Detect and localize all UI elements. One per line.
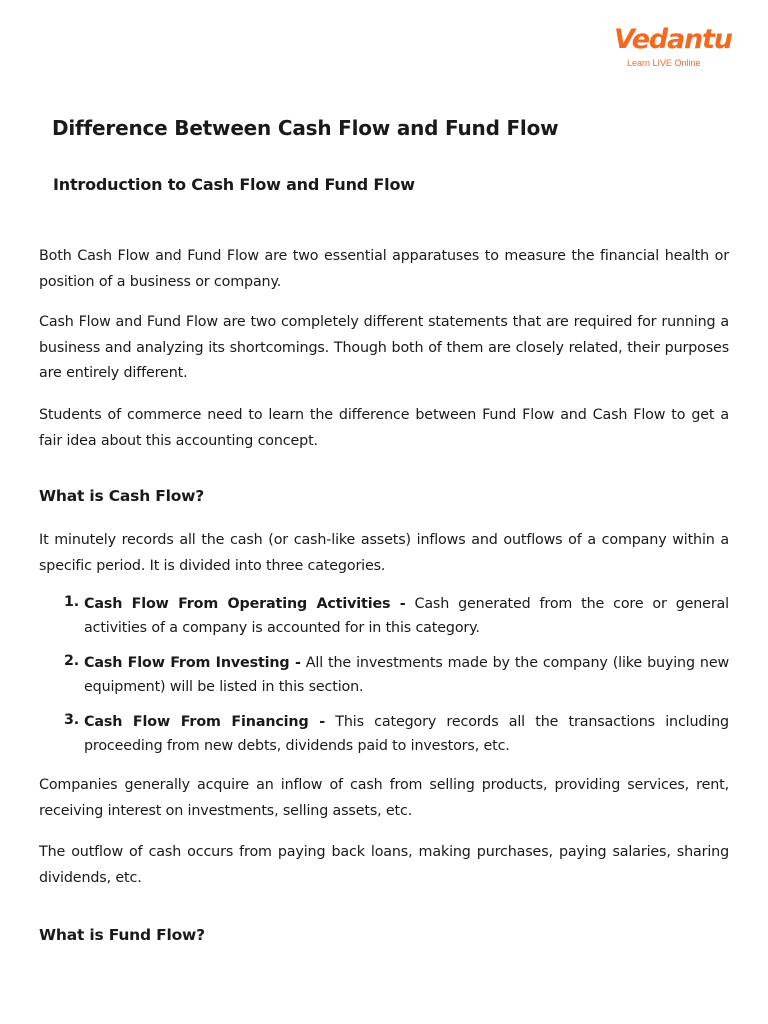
list-item (64, 710, 729, 758)
vedantu-logo (612, 18, 732, 72)
list-item-term: Cash Flow From Investing - (84, 655, 301, 671)
list-item-body (64, 651, 729, 699)
intro-paragraph-1: Both Cash Flow and Fund Flow are two essential apparatuses to measure the financial health or position of a business or company. (39, 248, 729, 290)
intro-heading: Introduction to Cash Flow and Fund Flow (53, 175, 415, 194)
intro-paragraph-2: Cash Flow and Fund Flow are two completely different statements that are required for running a business and analyzing its shortcomings. Though both of them are closely related, their purposes are entirely different. (39, 314, 729, 381)
list-item (64, 592, 729, 640)
cash-outflow-paragraph: The outflow of cash occurs from paying back loans, making purchases, paying salaries, sharing dividends, etc. (39, 844, 729, 886)
vedantu-wordmark-icon (612, 18, 732, 58)
list-item-term: Cash Flow From Financing - (84, 714, 326, 730)
list-item (64, 651, 729, 699)
list-item-body (64, 710, 729, 758)
list-item-body (64, 592, 729, 640)
list-item-text: Cash generated from the core or general activities of a company is accounted for in this category. (84, 596, 729, 636)
list-item-text: All the investments made by the company (like buying new equipment) will be listed in this section. (84, 655, 730, 695)
cash-flow-heading: What is Cash Flow? (39, 487, 205, 505)
intro-paragraph-3: Students of commerce need to learn the difference between Fund Flow and Cash Flow to get a fair idea about this accounting concept. (39, 407, 729, 449)
list-number: 3. (64, 712, 80, 728)
svg-text:Vedantu: Vedantu (614, 24, 732, 55)
logo-tagline: Learn LIVE Online (627, 58, 701, 68)
fund-flow-heading: What is Fund Flow? (39, 926, 205, 944)
list-item-term: Cash Flow From Operating Activities - (84, 596, 406, 612)
list-number: 2. (64, 653, 80, 669)
cash-flow-intro: It minutely records all the cash (or cash-like assets) inflows and outflows of a company within a specific period. It is divided into three categories. (39, 532, 729, 574)
cash-inflow-paragraph: Companies generally acquire an inflow of cash from selling products, providing services, rent, receiving interest on investments, selling assets, etc. (39, 777, 729, 819)
document-title: Difference Between Cash Flow and Fund Flow (52, 116, 559, 140)
list-number: 1. (64, 594, 80, 610)
list-item-text: This category records all the transactions including proceeding from new debts, dividends paid to investors, etc. (84, 714, 729, 754)
